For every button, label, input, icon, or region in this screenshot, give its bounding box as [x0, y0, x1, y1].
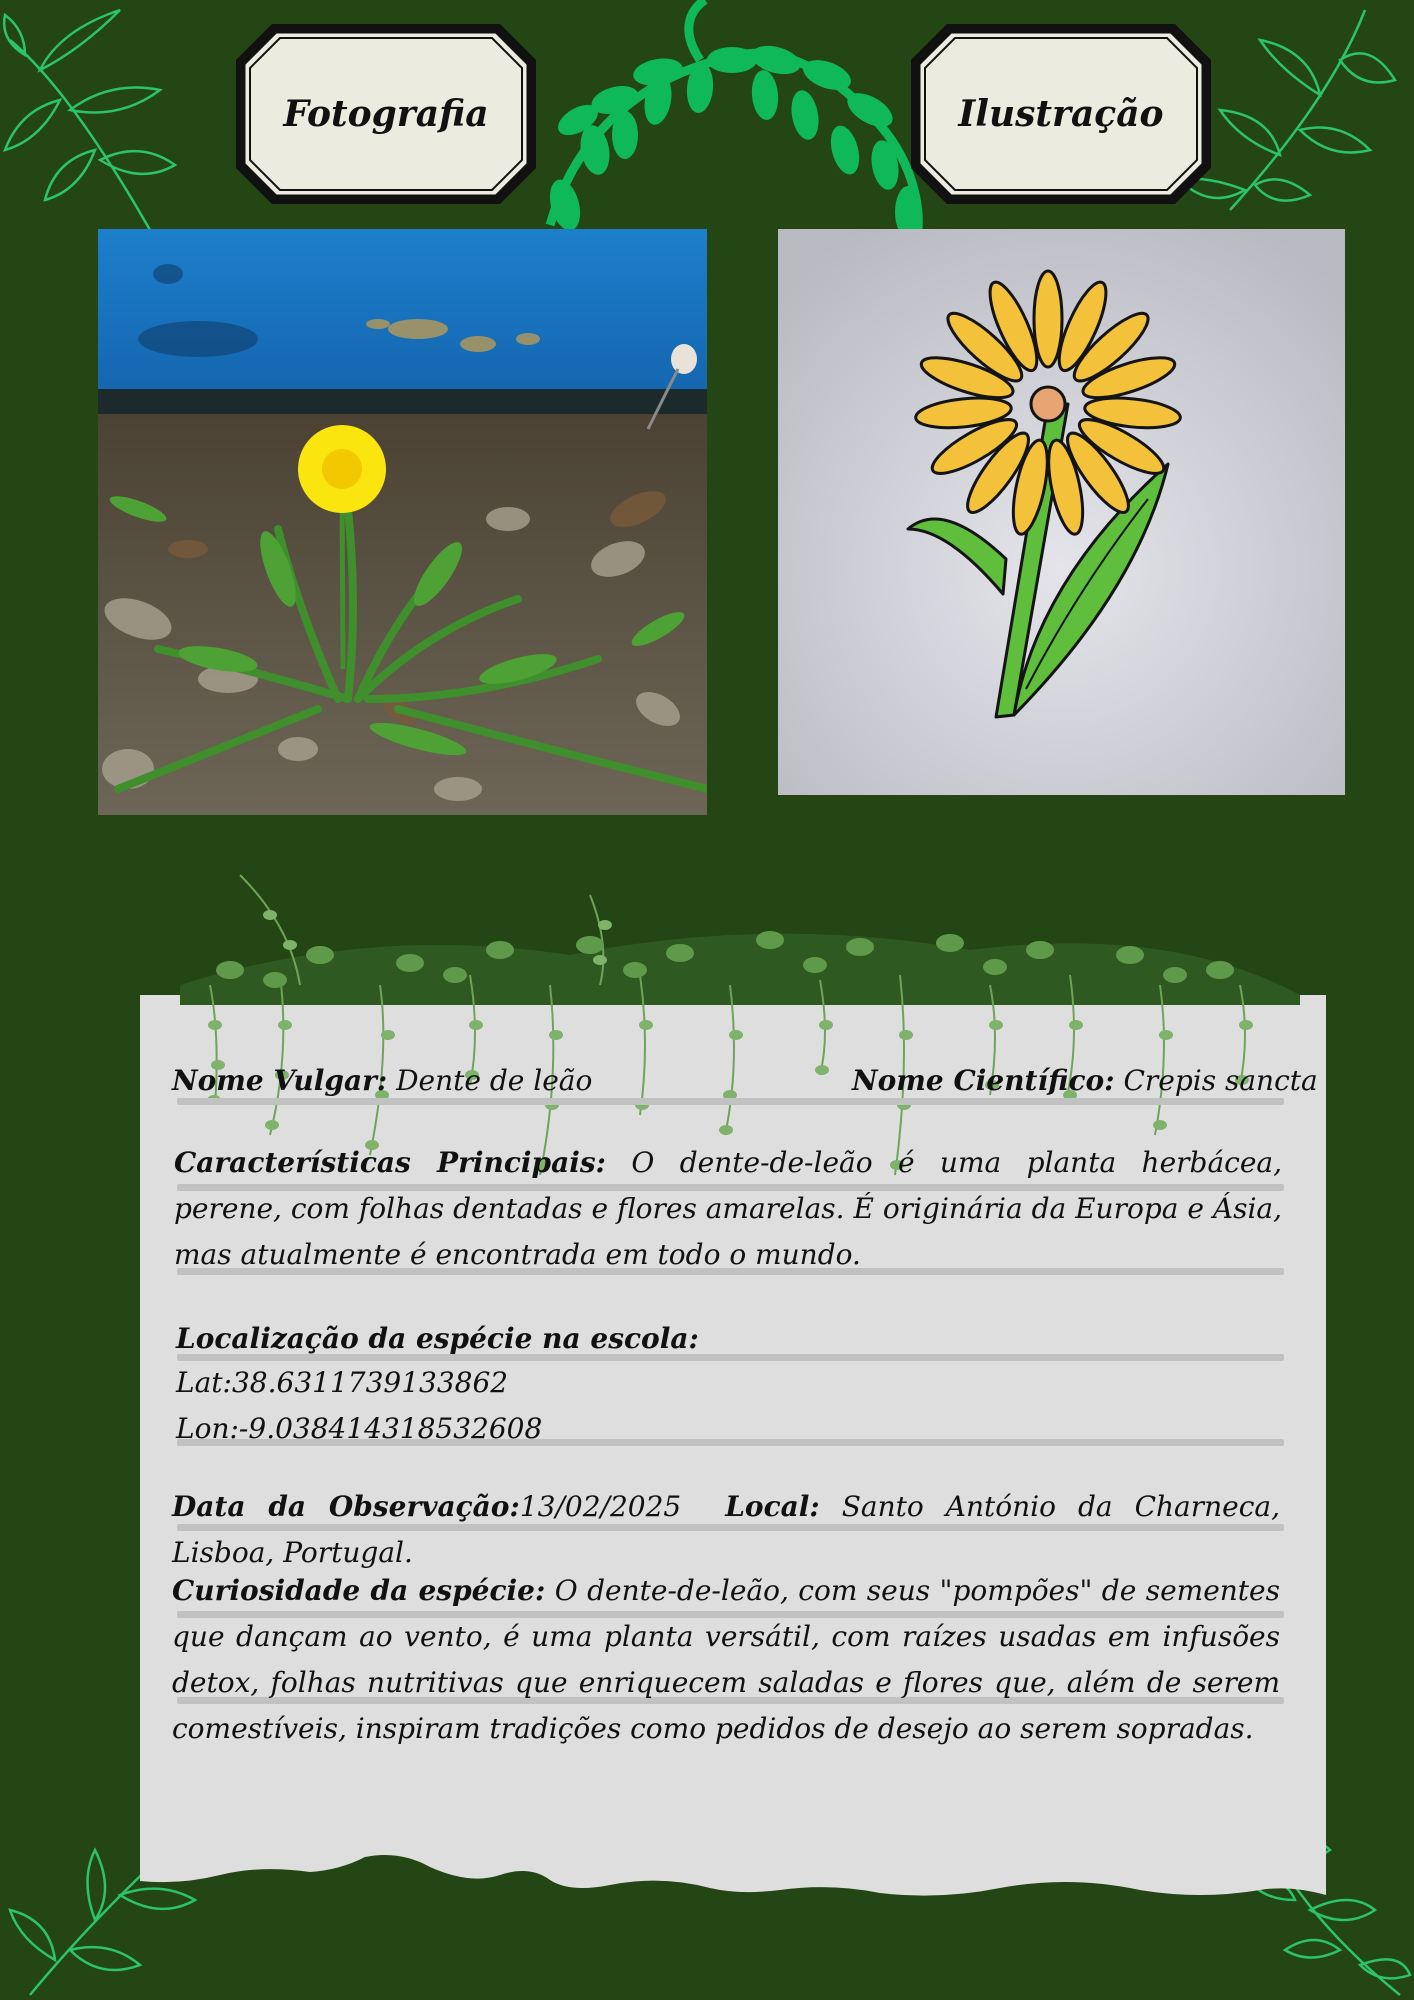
place-value: Santo António da Charneca, Lisboa, Portugal.	[172, 1490, 1280, 1569]
flower-illustration	[778, 229, 1345, 795]
characteristics-text: O dente-de-leão é uma planta herbácea, perene, com folhas dentadas e flores amarelas. É originária da Europa e Ásia, mas atualmente é encontrada em todo o mundo.	[174, 1146, 1282, 1271]
curiosity-paragraph	[172, 1568, 1280, 1752]
characteristics-paragraph	[174, 1140, 1282, 1278]
longitude: Lon:-9.038414318532608	[176, 1412, 543, 1445]
common-name-label: Nome Vulgar:	[172, 1064, 388, 1097]
sprig-top-left-icon	[0, 0, 190, 240]
dandelion-photo	[98, 229, 707, 815]
photo-title: Fotografia	[283, 93, 489, 135]
date-label: Data da Observação:	[172, 1490, 520, 1523]
scientific-name-label: Nome Científico:	[852, 1064, 1115, 1097]
curiosity-text: O dente-de-leão, com seus "pompões" de sementes que dançam ao vento, é uma planta versátil, com raízes usadas em infusões detox, folhas nutritivas que enriquecem saladas e flores que, além de serem comestíveis, inspiram tradições como pedidos de desejo ao serem sopradas.	[172, 1574, 1281, 1745]
date-value: 13/02/2025	[519, 1490, 682, 1523]
latitude: Lat:38.6311739133862	[176, 1366, 509, 1399]
scientific-name-value: Crepis sancta	[1123, 1064, 1318, 1097]
illustration-title: Ilustração	[958, 93, 1164, 135]
place-label: Local:	[725, 1490, 820, 1523]
observation-paragraph	[172, 1484, 1280, 1576]
characteristics-label: Características Principais:	[174, 1146, 606, 1179]
curiosity-label: Curiosidade da espécie:	[172, 1574, 546, 1607]
location-heading: Localização da espécie na escola:	[176, 1322, 699, 1355]
scientific-name	[852, 1058, 1318, 1104]
photo-title-plaque	[234, 22, 538, 206]
common-name-value: Dente de leão	[396, 1064, 593, 1097]
illustration-title-plaque	[909, 22, 1213, 206]
vine-arch-icon	[540, 0, 930, 245]
common-name	[172, 1058, 592, 1104]
